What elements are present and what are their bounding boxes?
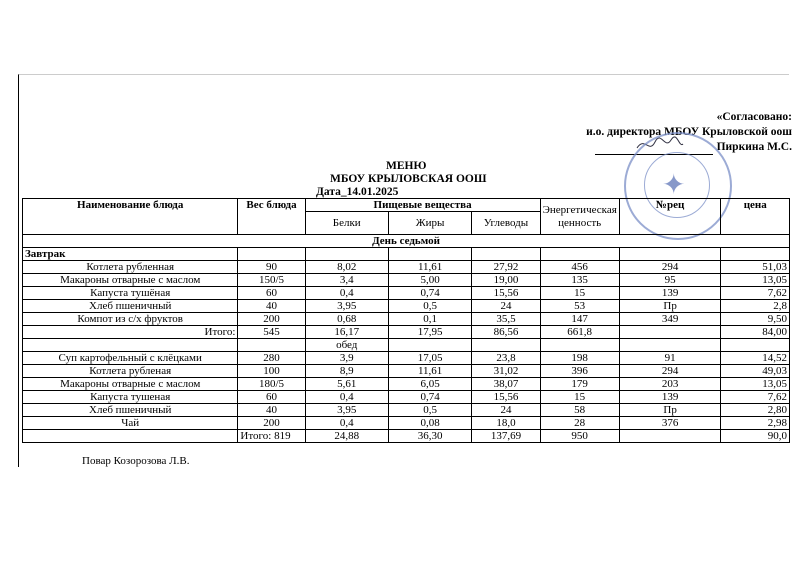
breakfast-item-row — [23, 300, 790, 313]
energy-cell: 198 — [540, 352, 619, 365]
total-cell: 24,88 — [305, 430, 388, 443]
menu-title: МЕНЮ — [386, 160, 427, 172]
carbs-cell: 23,8 — [472, 352, 540, 365]
recipe-cell: 294 — [619, 365, 721, 378]
energy-cell: 396 — [540, 365, 619, 378]
col-fats: Жиры — [388, 212, 471, 235]
fats-cell: 11,61 — [388, 261, 471, 274]
lunch-item-row — [23, 391, 790, 404]
day-row — [23, 235, 790, 248]
proteins-cell: 5,61 — [305, 378, 388, 391]
energy-cell: 135 — [540, 274, 619, 287]
empty-cell — [238, 339, 305, 352]
weight-cell: 200 — [238, 417, 305, 430]
total-cell — [23, 430, 238, 443]
energy-cell: 28 — [540, 417, 619, 430]
total-cell: 137,69 — [472, 430, 540, 443]
price-cell: 7,62 — [721, 391, 790, 404]
total-cell: 36,30 — [388, 430, 471, 443]
empty-cell — [721, 339, 790, 352]
price-cell: 2,8 — [721, 300, 790, 313]
total-cell: 545 — [238, 326, 305, 339]
empty-cell — [472, 339, 540, 352]
fats-cell: 0,74 — [388, 287, 471, 300]
proteins-cell: 3,9 — [305, 352, 388, 365]
fats-cell: 11,61 — [388, 365, 471, 378]
breakfast-rows — [23, 261, 790, 339]
total-cell: 16,17 — [305, 326, 388, 339]
recipe-cell: Пр — [619, 404, 721, 417]
lunch-total-row — [23, 430, 790, 443]
dish-name-cell: Чай — [23, 417, 238, 430]
empty-cell — [23, 339, 238, 352]
lunch-item-row — [23, 378, 790, 391]
recipe-cell: 376 — [619, 417, 721, 430]
lunch-item-row — [23, 404, 790, 417]
carbs-cell: 38,07 — [472, 378, 540, 391]
breakfast-item-row — [23, 261, 790, 274]
weight-cell: 60 — [238, 391, 305, 404]
total-cell — [619, 430, 721, 443]
total-cell: 17,95 — [388, 326, 471, 339]
weight-cell: 90 — [238, 261, 305, 274]
weight-cell: 180/5 — [238, 378, 305, 391]
col-energy: Энергетическая ценность — [540, 199, 619, 235]
approval-name: Пиркина М.С. — [716, 141, 792, 153]
price-cell: 2,80 — [721, 404, 790, 417]
carbs-cell: 24 — [472, 300, 540, 313]
recipe-cell: 95 — [619, 274, 721, 287]
recipe-cell: 203 — [619, 378, 721, 391]
lunch-item-row — [23, 365, 790, 378]
total-cell: 86,56 — [472, 326, 540, 339]
weight-cell: 150/5 — [238, 274, 305, 287]
col-recipe: №рец — [619, 199, 721, 235]
price-cell: 2,98 — [721, 417, 790, 430]
empty-cell — [540, 339, 619, 352]
lunch-label: обед — [305, 339, 388, 352]
dish-name-cell: Капуста тушёная — [23, 287, 238, 300]
dish-name-cell: Суп картофельный с клёцками — [23, 352, 238, 365]
col-weight: Вес блюда — [238, 199, 305, 235]
total-cell: 90,0 — [721, 430, 790, 443]
energy-cell: 179 — [540, 378, 619, 391]
recipe-cell: 349 — [619, 313, 721, 326]
stamp-emblem-icon: ✦ — [662, 170, 686, 201]
lunch-label-row — [23, 339, 790, 352]
weight-cell: 40 — [238, 300, 305, 313]
approval-position: и.о. директора МБОУ Крыловской оош — [586, 126, 792, 138]
dish-name-cell: Макароны отварные с маслом — [23, 378, 238, 391]
dish-name-cell: Капуста тушеная — [23, 391, 238, 404]
total-cell: 661,8 — [540, 326, 619, 339]
col-name: Наименование блюда — [23, 199, 238, 235]
total-cell: Итого: 819 — [238, 430, 305, 443]
fats-cell: 0,5 — [388, 404, 471, 417]
proteins-cell: 0,4 — [305, 287, 388, 300]
col-nutrients: Пищевые вещества — [305, 199, 540, 212]
recipe-cell: 91 — [619, 352, 721, 365]
fats-cell: 0,74 — [388, 391, 471, 404]
carbs-cell: 35,5 — [472, 313, 540, 326]
energy-cell: 147 — [540, 313, 619, 326]
carbs-cell: 31,02 — [472, 365, 540, 378]
fats-cell: 0,1 — [388, 313, 471, 326]
breakfast-item-row — [23, 274, 790, 287]
energy-cell: 53 — [540, 300, 619, 313]
price-cell: 9,50 — [721, 313, 790, 326]
proteins-cell: 3,4 — [305, 274, 388, 287]
col-price: цена — [721, 199, 790, 235]
energy-cell: 15 — [540, 391, 619, 404]
energy-cell: 58 — [540, 404, 619, 417]
carbs-cell: 15,56 — [472, 391, 540, 404]
price-cell: 7,62 — [721, 287, 790, 300]
proteins-cell: 0,68 — [305, 313, 388, 326]
carbs-cell: 27,92 — [472, 261, 540, 274]
fats-cell: 0,5 — [388, 300, 471, 313]
proteins-cell: 3,95 — [305, 300, 388, 313]
recipe-cell: 294 — [619, 261, 721, 274]
dish-name-cell: Хлеб пшеничный — [23, 300, 238, 313]
price-cell: 14,52 — [721, 352, 790, 365]
lunch-rows — [23, 339, 790, 443]
price-cell: 13,05 — [721, 378, 790, 391]
dish-name-cell: Хлеб пшеничный — [23, 404, 238, 417]
proteins-cell: 3,95 — [305, 404, 388, 417]
lunch-item-row — [23, 352, 790, 365]
price-cell: 13,05 — [721, 274, 790, 287]
dish-name-cell: Макароны отварные с маслом — [23, 274, 238, 287]
proteins-cell: 0,4 — [305, 391, 388, 404]
breakfast-row — [23, 248, 790, 261]
fats-cell: 5,00 — [388, 274, 471, 287]
lunch-item-row — [23, 417, 790, 430]
breakfast-item-row — [23, 313, 790, 326]
energy-cell: 456 — [540, 261, 619, 274]
menu-date: Дата_14.01.2025 — [316, 186, 399, 198]
dish-name-cell: Котлета рубленная — [23, 261, 238, 274]
empty-cell — [619, 339, 721, 352]
weight-cell: 280 — [238, 352, 305, 365]
menu-table — [22, 198, 790, 443]
weight-cell: 60 — [238, 287, 305, 300]
carbs-cell: 24 — [472, 404, 540, 417]
day-label: День седьмой — [23, 235, 790, 248]
recipe-cell: 139 — [619, 391, 721, 404]
price-cell: 49,03 — [721, 365, 790, 378]
fats-cell: 17,05 — [388, 352, 471, 365]
header-row — [23, 199, 790, 212]
carbs-cell: 18,0 — [472, 417, 540, 430]
total-cell — [619, 326, 721, 339]
dish-name-cell: Компот из с/х фруктов — [23, 313, 238, 326]
breakfast-label: Завтрак — [23, 248, 238, 261]
price-cell: 51,03 — [721, 261, 790, 274]
approval-heading: «Согласовано: — [716, 111, 792, 123]
recipe-cell: 139 — [619, 287, 721, 300]
col-carbs: Углеводы — [472, 212, 540, 235]
total-cell: 950 — [540, 430, 619, 443]
school-title: МБОУ КРЫЛОВСКАЯ ООШ — [330, 173, 487, 185]
weight-cell: 40 — [238, 404, 305, 417]
total-cell: Итого: — [23, 326, 238, 339]
recipe-cell: Пр — [619, 300, 721, 313]
proteins-cell: 0,4 — [305, 417, 388, 430]
weight-cell: 100 — [238, 365, 305, 378]
fats-cell: 0,08 — [388, 417, 471, 430]
proteins-cell: 8,9 — [305, 365, 388, 378]
energy-cell: 15 — [540, 287, 619, 300]
total-cell: 84,00 — [721, 326, 790, 339]
breakfast-item-row — [23, 287, 790, 300]
col-proteins: Белки — [305, 212, 388, 235]
breakfast-total-row — [23, 326, 790, 339]
dish-name-cell: Котлета рубленая — [23, 365, 238, 378]
proteins-cell: 8,02 — [305, 261, 388, 274]
fats-cell: 6,05 — [388, 378, 471, 391]
carbs-cell: 15,56 — [472, 287, 540, 300]
weight-cell: 200 — [238, 313, 305, 326]
cook-signature: Повар Козорозова Л.В. — [82, 455, 190, 467]
empty-cell — [388, 339, 471, 352]
carbs-cell: 19,00 — [472, 274, 540, 287]
